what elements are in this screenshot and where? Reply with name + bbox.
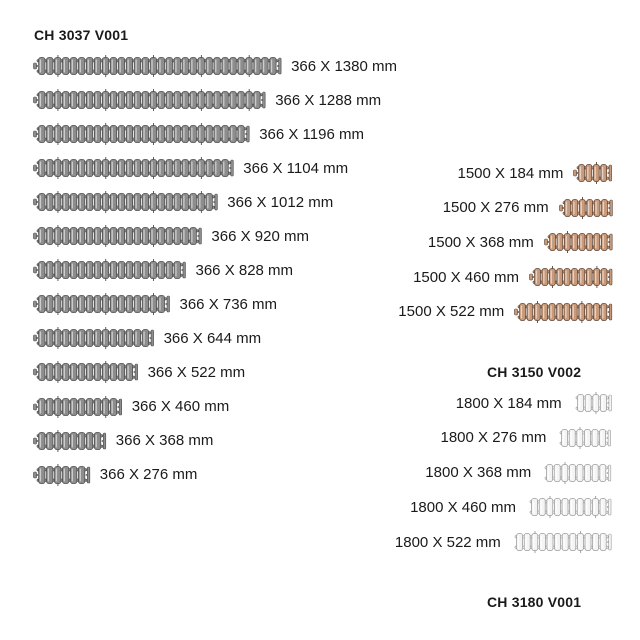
dimension-label: 366 X 1104 mm	[243, 159, 349, 177]
radiator-row-ch3180	[425, 462, 612, 484]
radiator-illustration	[33, 293, 171, 315]
radiator-illustration	[514, 301, 613, 323]
radiator-row-ch3037	[33, 89, 381, 111]
radiator-row-ch3150	[398, 301, 613, 323]
dimension-label: 1500 X 522 mm	[398, 303, 505, 321]
radiator-illustration	[33, 327, 155, 349]
dimension-label: 366 X 1380 mm	[291, 57, 397, 75]
dimension-label: 1800 X 184 mm	[455, 394, 562, 412]
radiator-row-ch3037	[33, 327, 261, 349]
dimension-label: 1500 X 184 mm	[457, 164, 564, 182]
dimension-label: 1500 X 276 mm	[442, 199, 549, 217]
radiator-row-ch3037	[33, 157, 348, 179]
radiator-illustration	[573, 162, 613, 184]
dimension-label: 366 X 736 mm	[179, 295, 278, 313]
radiator-illustration	[33, 259, 187, 281]
radiator-illustration	[556, 427, 612, 449]
radiator-illustration	[541, 462, 612, 484]
dimension-label: 1800 X 522 mm	[394, 533, 501, 551]
radiator-illustration	[33, 430, 107, 452]
radiator-illustration	[33, 225, 202, 247]
radiator-row-ch3037	[33, 464, 197, 486]
radiator-illustration	[33, 123, 250, 145]
dimension-label: 1800 X 460 mm	[410, 498, 516, 516]
radiator-row-ch3037	[33, 55, 397, 77]
radiator-row-ch3037	[33, 191, 333, 213]
dimension-label: 366 X 522 mm	[147, 363, 246, 381]
dimension-label: 366 X 1288 mm	[275, 91, 382, 109]
radiator-row-ch3180	[441, 427, 613, 449]
radiator-illustration	[544, 231, 613, 253]
radiator-row-ch3180	[410, 496, 612, 518]
dimension-label: 366 X 460 mm	[131, 398, 230, 415]
radiator-row-ch3150	[413, 266, 613, 288]
radiator-illustration	[33, 89, 266, 111]
dimension-label: 1800 X 368 mm	[425, 464, 532, 481]
dimension-label: 1500 X 368 mm	[427, 233, 534, 251]
radiator-illustration	[572, 392, 612, 414]
radiator-row-ch3037	[33, 259, 293, 281]
radiator-row-ch3037	[33, 123, 364, 145]
radiator-illustration	[33, 191, 218, 213]
dimension-label: 366 X 644 mm	[163, 329, 262, 347]
radiator-illustration	[33, 157, 234, 179]
group-title-ch3150: CH 3150 V002	[487, 364, 582, 380]
radiator-row-ch3150	[443, 197, 613, 219]
radiator-illustration	[511, 531, 612, 553]
radiator-row-ch3180	[395, 531, 612, 553]
radiator-row-ch3037	[33, 361, 245, 383]
radiator-illustration	[526, 496, 612, 518]
radiator-row-ch3037	[33, 293, 277, 315]
dimension-label: 1800 X 276 mm	[440, 429, 547, 447]
radiator-row-ch3037	[33, 225, 309, 247]
radiator-row-ch3037	[33, 430, 213, 452]
radiator-row-ch3150	[428, 231, 613, 253]
dimension-label: 366 X 828 mm	[195, 261, 294, 279]
dimension-label: 366 X 1012 mm	[227, 193, 334, 211]
radiator-illustration	[529, 266, 613, 288]
radiator-row-ch3037	[33, 396, 229, 418]
dimension-label: 1500 X 460 mm	[413, 268, 519, 286]
radiator-illustration	[33, 464, 91, 486]
dimension-label: 366 X 920 mm	[211, 227, 309, 245]
radiator-illustration	[33, 55, 282, 77]
radiator-illustration	[559, 197, 613, 219]
radiator-row-ch3180	[456, 392, 612, 414]
dimension-label: 366 X 368 mm	[115, 432, 214, 449]
radiator-row-ch3150	[458, 162, 614, 184]
dimension-label: 366 X 1196 mm	[259, 125, 364, 143]
radiator-illustration	[33, 361, 139, 383]
group-title-ch3180: CH 3180 V001	[487, 594, 582, 610]
radiator-illustration	[33, 396, 123, 418]
group-title-ch3037: CH 3037 V001	[34, 27, 129, 43]
dimension-label: 366 X 276 mm	[99, 466, 198, 484]
